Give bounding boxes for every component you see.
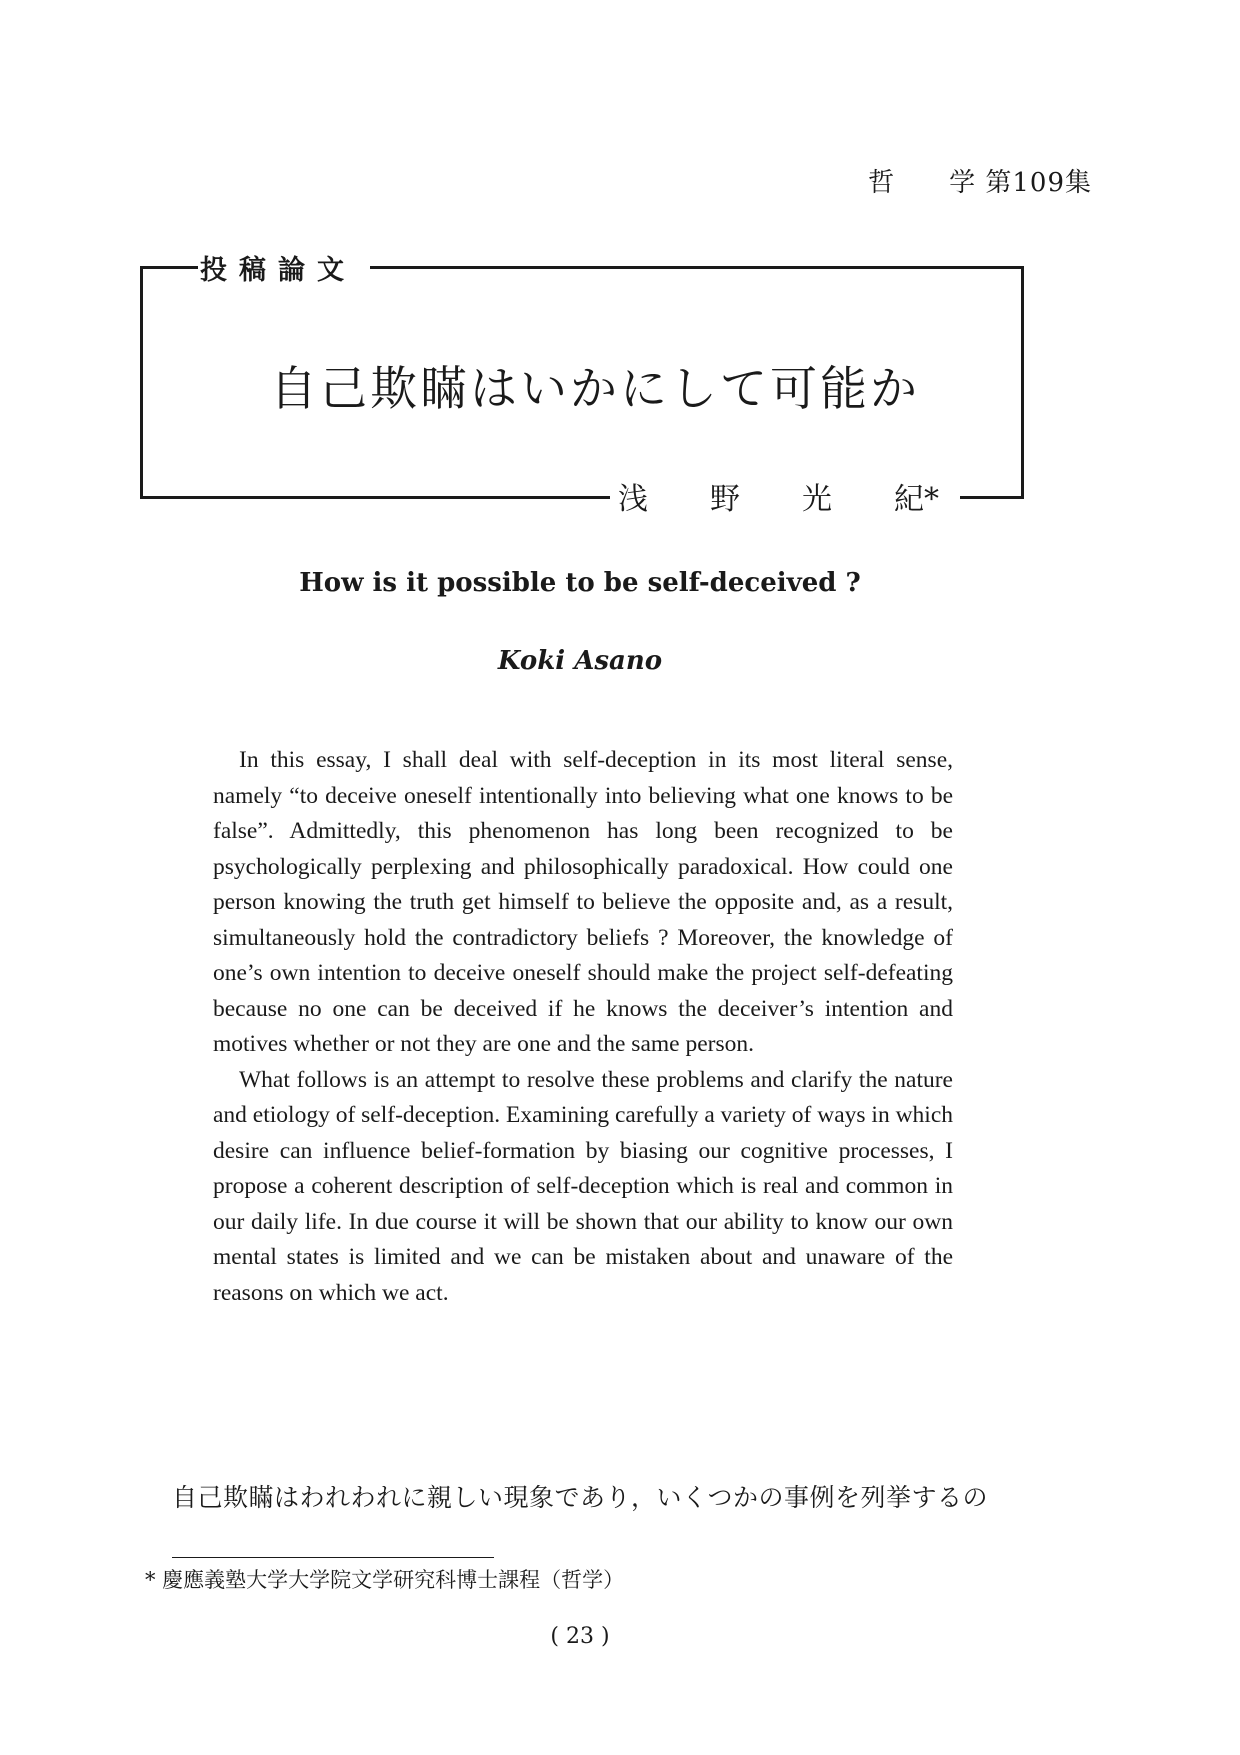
author-jp-char: 野: [710, 482, 740, 517]
abstract: [213, 743, 953, 1311]
frame-border-bottom-left: [140, 496, 610, 499]
author-jp-char: 紀*: [894, 482, 939, 517]
page-number: ( 23 ): [550, 1624, 610, 1649]
frame-border-bottom-right: [960, 496, 1024, 499]
paper-title-en: How is it possible to be self-deceived ?: [299, 568, 861, 598]
author-jp-char: 光: [802, 482, 832, 517]
author-jp-char: 浅: [618, 482, 648, 517]
frame-border-right: [1021, 266, 1024, 498]
paper-title-jp: 自己欺瞞はいかにして可能か: [270, 362, 920, 417]
footnote-divider: [172, 1557, 494, 1558]
body-text-jp: 自己欺瞞はわれわれに親しい現象であり，いくつかの事例を列挙するの: [172, 1483, 989, 1512]
author-en: Koki Asano: [497, 646, 663, 676]
frame-border-left: [140, 266, 143, 498]
abstract-paragraph: What follows is an attempt to resolve these problems and clarify the nature and etiology of self-deception. Examining carefully a variety of ways in which desire can influence belief-formation by biasing our cognitive processes, I propose a coherent description of self-deception which is real and common in our daily life. In due course it will be shown that our ability to know our own mental states is limited and we can be mistaken about and unaware of the reasons on which we act.: [213, 1066, 954, 1306]
frame-border-top-right: [370, 266, 1024, 269]
journal-name-part1: 哲: [868, 168, 896, 198]
frame-border-top-left: [140, 266, 198, 269]
journal-name-part2: 学: [949, 168, 977, 198]
journal-volume: 第109集: [985, 168, 1092, 198]
journal-header: [868, 162, 1092, 199]
footnote: * 慶應義塾大学大学院文学研究科博士課程（哲学）: [145, 1568, 625, 1592]
abstract-paragraph: In this essay, I shall deal with self-deception in its most literal sense, namely “to deceive oneself intentionally into believing what one knows to be false”. Admittedly, this phenomenon has long been recognized to be psychologically perplexing and philosophically paradoxical. How could one person knowing the truth get himself to believe the opposite and, as a result, simultaneously hold the contradictory beliefs ? Moreover, the knowledge of one’s own intention to deceive oneself should make the project self-defeating because no one can be deceived if he knows the deceiver’s intention and motives whether or not they are one and the same person.: [213, 747, 953, 1057]
category-label: 投稿論文: [200, 255, 356, 286]
author-jp: [618, 474, 939, 518]
